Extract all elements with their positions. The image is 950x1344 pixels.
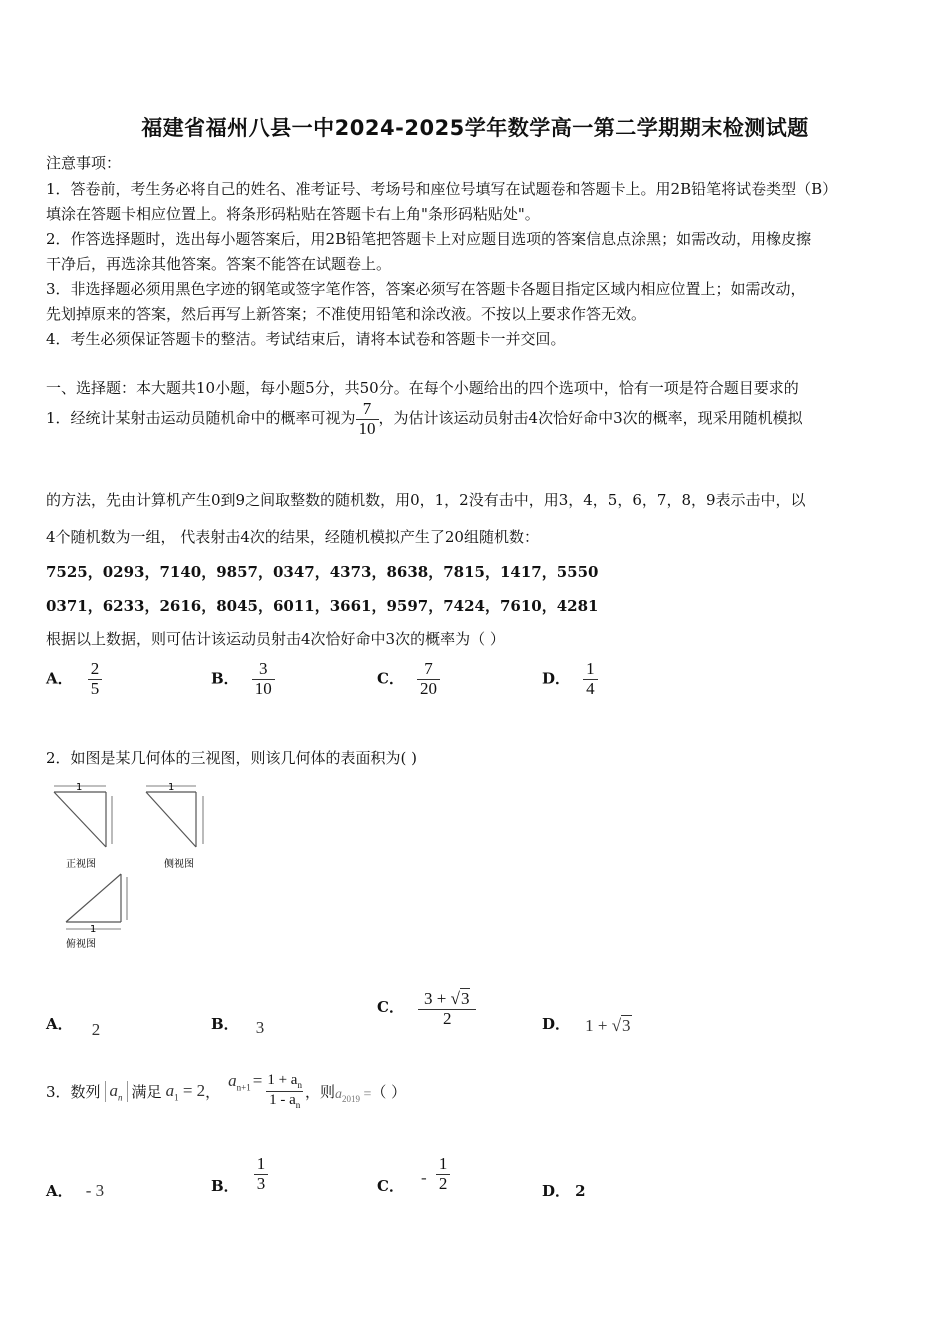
target-subscript: 2019 <box>341 1093 360 1104</box>
denominator-subscript: n <box>295 1099 301 1110</box>
notice-heading: 注意事项： <box>46 154 122 172</box>
q3-rec-equals: = <box>252 1071 263 1091</box>
radicand: 3 <box>622 1016 631 1035</box>
q3-sequence <box>105 1081 128 1102</box>
question-2: 2．如图是某几何体的三视图，则该几何体的表面积为( ) <box>46 749 418 767</box>
option-fraction <box>421 990 473 1028</box>
q2-option-c[interactable] <box>377 990 473 1028</box>
top-view-label: 俯视图 <box>66 939 96 950</box>
top-dim-label: 1 <box>90 924 97 935</box>
section-heading: 一、选择题：本大题共10小题，每小题5分，共50分。在每个小题给出的四个选项中，恰有一项是符合题目要求的 <box>46 379 799 397</box>
q3-option-d[interactable] <box>542 1180 586 1201</box>
denominator: 10 <box>252 679 275 699</box>
side-dim-label: 1 <box>168 782 175 793</box>
q1-line-3: 4个随机数为一组， 代表射击4次的结果，经随机模拟产生了20组随机数： <box>46 528 539 546</box>
numerator-text: 1 + a <box>267 1072 298 1088</box>
numerator-subscript: n <box>297 1080 302 1090</box>
side-view <box>146 786 203 847</box>
numerator: 7 <box>424 659 433 678</box>
front-view-label: 正视图 <box>66 859 96 870</box>
front-dim-label: 1 <box>76 782 83 793</box>
notice-line-5: 3．非选择题必须用黑色字迹的钢笔或签字笔作答，答案必须写在答题卡各题目指定区域内相应位置上；如需改动， <box>46 280 806 298</box>
option-value: 2 <box>575 1182 586 1200</box>
option-value: 1 + √3 <box>585 1016 631 1035</box>
numerator: 3 <box>259 659 268 678</box>
denominator-text: 1 - a <box>269 1091 296 1108</box>
q3-mid: 满足 <box>131 1082 162 1101</box>
numerator: 2 <box>90 659 100 678</box>
a1-symbol: a <box>165 1080 175 1100</box>
numerator: 1 <box>256 1154 266 1173</box>
q3-option-c[interactable] <box>377 1155 450 1193</box>
denominator: 2 <box>418 1009 476 1029</box>
notice-line-2: 填涂在答题卡相应位置上。将条形码粘贴在答题卡右上角"条形码粘贴处"。 <box>46 205 540 223</box>
numerator-text: 3 + <box>424 989 451 1008</box>
q1-random-numbers-2: 0371，6233，2616，8045，6011，3661，9597，7424，7610，4281 <box>46 597 599 615</box>
denominator: 3 <box>254 1174 269 1194</box>
q3-rec-fraction <box>264 1072 305 1111</box>
page-title: 福建省福州八县一中2024-2025学年数学高一第二学期期末检测试题 <box>141 116 809 140</box>
q3-pre: 3．数列 <box>46 1082 101 1101</box>
q1-text-pre: 1．经统计某射击运动员随机命中的概率可视为 <box>46 409 356 428</box>
option-value: 3 <box>255 1018 265 1037</box>
value-prefix: 1 + <box>585 1016 612 1035</box>
rec-symbol: a <box>228 1070 237 1090</box>
denominator: 2 <box>436 1174 451 1194</box>
front-view <box>54 786 112 847</box>
option-label: A． <box>46 1015 73 1033</box>
denominator <box>266 1091 303 1111</box>
denominator: 5 <box>88 679 103 699</box>
q3-comma: ， <box>205 1082 221 1101</box>
numerator <box>264 1072 305 1091</box>
q2-option-b[interactable] <box>211 1013 265 1037</box>
q1-question: 根据以上数据，则可估计该运动员射击4次恰好命中3次的概率为（ ） <box>46 630 505 648</box>
rec-subscript: n+1 <box>236 1082 251 1093</box>
option-sign: - <box>421 1167 427 1187</box>
question-1 <box>46 400 803 438</box>
option-label: D． <box>542 1182 571 1200</box>
denominator: 20 <box>417 679 440 699</box>
target-equals: = <box>363 1086 372 1102</box>
q3-option-b[interactable] <box>211 1155 268 1193</box>
numerator: 1 <box>586 659 595 678</box>
option-fraction <box>254 1155 269 1193</box>
q1-option-b[interactable] <box>211 660 275 698</box>
a1-subscript: 1 <box>174 1092 179 1103</box>
option-label: C． <box>377 997 404 1016</box>
notice-line-7: 4．考生必须保证答题卡的整洁。考试结束后，请将本试卷和答题卡一并交回。 <box>46 330 566 348</box>
q2-option-d[interactable] <box>542 1013 632 1034</box>
option-label: D． <box>542 1015 571 1033</box>
q1-random-numbers-1: 7525，0293，7140，9857，0347，4373，8638，7815，1417，5550 <box>46 563 599 581</box>
q3-paren: （ ） <box>371 1082 407 1101</box>
option-label: B． <box>211 669 239 688</box>
q3-target <box>335 1087 371 1104</box>
q1-line-2: 的方法，先由计算机产生0到9之间取整数的随机数，用0，1，2没有击中，用3，4，5，6，7，8，9表示击中，以 <box>46 491 806 509</box>
a1-value: = 2 <box>182 1080 206 1100</box>
notice-line-4: 干净后，再选涂其他答案。答案不能答在试题卷上。 <box>46 255 392 273</box>
q1-probability-fraction <box>356 400 379 438</box>
q1-option-d[interactable] <box>542 660 598 698</box>
top-view <box>66 874 127 929</box>
q1-frac-numerator: 7 <box>362 399 372 418</box>
target-symbol: a <box>334 1086 342 1102</box>
option-label: A． <box>46 1182 73 1200</box>
q1-text-post: ，为估计该运动员射击4次恰好命中3次的概率，现采用随机模拟 <box>378 409 803 428</box>
option-label: C． <box>377 669 404 688</box>
option-value: - 3 <box>85 1181 105 1200</box>
side-view-label: 侧视图 <box>164 859 194 870</box>
q2-option-a[interactable] <box>46 1013 101 1039</box>
question-3 <box>46 1072 406 1111</box>
q1-frac-denominator: 10 <box>356 419 379 439</box>
option-label: D． <box>542 669 571 688</box>
q3-option-a[interactable] <box>46 1180 104 1201</box>
q1-option-a[interactable] <box>46 660 102 698</box>
three-view-figure <box>46 782 226 957</box>
option-label: C． <box>377 1176 404 1195</box>
seq-symbol: a <box>109 1080 119 1100</box>
option-value: 2 <box>91 1020 101 1039</box>
denominator: 4 <box>583 679 598 699</box>
radicand: 3 <box>460 989 470 1008</box>
option-label: B． <box>211 1176 239 1195</box>
numerator: 1 <box>438 1154 448 1173</box>
option-fraction <box>417 660 440 698</box>
notice-line-6: 先划掉原来的答案，然后再写上新答案；不准使用铅笔和涂改液。不按以上要求作答无效。 <box>46 305 647 323</box>
option-fraction <box>252 660 275 698</box>
option-fraction <box>583 660 598 698</box>
option-fraction <box>436 1155 451 1193</box>
q3-post: ，则 <box>304 1082 335 1101</box>
notice-line-1: 1．答卷前，考生务必将自己的姓名、准考证号、考场号和座位号填写在试题卷和答题卡上。用2B铅笔将试卷类型（B） <box>46 180 838 198</box>
option-fraction <box>88 660 103 698</box>
q1-option-c[interactable] <box>377 660 440 698</box>
notice-line-3: 2．作答选择题时，选出每小题答案后，用2B铅笔把答题卡上对应题目选项的答案信息点涂黑；如需改动，用橡皮擦 <box>46 230 812 248</box>
option-label: A． <box>46 669 73 688</box>
option-label: B． <box>211 1015 239 1033</box>
numerator: 3 + √3 <box>424 989 470 1008</box>
q3-rec-lhs <box>228 1071 251 1092</box>
q3-a1 <box>166 1081 206 1102</box>
seq-subscript: n <box>118 1092 123 1103</box>
